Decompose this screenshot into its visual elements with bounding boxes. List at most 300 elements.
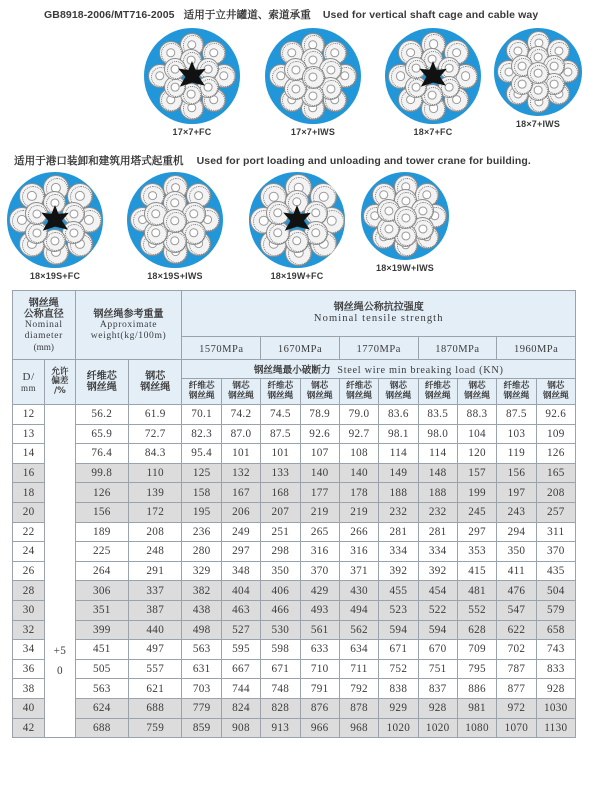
cell-1670-sc: 78.9: [300, 405, 339, 425]
cell-1770-fc: 266: [339, 522, 378, 542]
cell-diameter: 24: [13, 542, 45, 562]
cell-1960-sc: 928: [536, 679, 575, 699]
section-2-title-en: Used for port loading and unloading and tower crane for building.: [196, 155, 531, 167]
header-1960-fiber-core: 纤维芯 钢丝绳: [497, 379, 536, 405]
cell-1770-fc: 79.0: [339, 405, 378, 425]
cell-1770-fc: 494: [339, 600, 378, 620]
cell-weight-fiber-core: 99.8: [75, 463, 128, 483]
cell-1960-sc: 165: [536, 463, 575, 483]
cell-1670-fc: 748: [261, 679, 300, 699]
cell-1770-fc: 140: [339, 463, 378, 483]
header-1770-steel-core: 钢芯 钢丝绳: [379, 379, 418, 405]
rope-diagram-18x7-iws: [478, 28, 598, 129]
table-row: [13, 444, 576, 464]
cell-weight-fiber-core: 451: [75, 640, 128, 660]
cell-1870-fc: 98.0: [418, 424, 457, 444]
cell-1570-sc: 167: [221, 483, 260, 503]
table-head: [13, 291, 576, 405]
cell-1770-fc: 711: [339, 659, 378, 679]
cell-1960-fc: 972: [497, 698, 536, 718]
cell-1670-sc: 265: [300, 522, 339, 542]
cell-weight-fiber-core: 76.4: [75, 444, 128, 464]
header-nominal-tensile-strength: 钢丝绳公称抗拉强度 Nominal tensile strength: [182, 291, 576, 337]
header-diameter-symbol: D/ mm: [13, 360, 45, 405]
cell-1770-sc: 392: [379, 561, 418, 581]
cell-1960-sc: 311: [536, 522, 575, 542]
cell-1670-fc: 828: [261, 698, 300, 718]
cell-1870-fc: 281: [418, 522, 457, 542]
cell-1770-sc: 523: [379, 600, 418, 620]
cell-1960-fc: 119: [497, 444, 536, 464]
cell-1960-sc: 1130: [536, 718, 575, 738]
cell-1570-fc: 280: [182, 542, 221, 562]
cell-1770-sc: 334: [379, 542, 418, 562]
rope-cross-section: [265, 28, 361, 124]
section-1-heading: [44, 7, 538, 22]
cell-weight-steel-core: 172: [129, 502, 182, 522]
rope-label: 18×19W+FC: [270, 271, 324, 281]
cell-1870-sc: 104: [457, 424, 496, 444]
header-approximate-weight: 钢丝绳参考重量 Approximate weight(kg/100m): [75, 291, 182, 360]
cell-weight-fiber-core: 156: [75, 502, 128, 522]
cell-1870-fc: 1020: [418, 718, 457, 738]
table-row: [13, 600, 576, 620]
cell-1870-fc: 392: [418, 561, 457, 581]
header-1670-steel-core: 钢芯 钢丝绳: [300, 379, 339, 405]
cell-1670-sc: 92.6: [300, 424, 339, 444]
rope-cross-section: [144, 28, 240, 124]
cell-1770-sc: 594: [379, 620, 418, 640]
cell-1770-sc: 752: [379, 659, 418, 679]
cell-1670-sc: 633: [300, 640, 339, 660]
cell-1670-sc: 316: [300, 542, 339, 562]
cell-1570-fc: 125: [182, 463, 221, 483]
cell-weight-fiber-core: 65.9: [75, 424, 128, 444]
table-row: [13, 640, 576, 660]
rope-cross-section: [385, 28, 481, 124]
header-min-breaking-load: 钢丝绳最小破断力 Steel wire min breaking load (KN): [182, 360, 576, 379]
cell-1770-sc: 838: [379, 679, 418, 699]
header-1960-steel-core: 钢芯 钢丝绳: [536, 379, 575, 405]
table-row: [13, 483, 576, 503]
cell-1670-sc: 791: [300, 679, 339, 699]
cell-1960-fc: 350: [497, 542, 536, 562]
cell-1570-fc: 631: [182, 659, 221, 679]
cell-diameter: 32: [13, 620, 45, 640]
cell-1570-fc: 70.1: [182, 405, 221, 425]
cell-1670-fc: 168: [261, 483, 300, 503]
cell-weight-fiber-core: 505: [75, 659, 128, 679]
cell-1770-fc: 371: [339, 561, 378, 581]
cell-1670-sc: 219: [300, 502, 339, 522]
cell-1570-sc: 595: [221, 640, 260, 660]
cell-1870-fc: 670: [418, 640, 457, 660]
rope-cross-section: [7, 172, 103, 268]
cell-diameter: 26: [13, 561, 45, 581]
rope-label: 18×7+FC: [413, 127, 453, 137]
header-row-1: [13, 291, 576, 337]
cell-1870-sc: 199: [457, 483, 496, 503]
cell-1870-sc: 297: [457, 522, 496, 542]
cell-diameter: 38: [13, 679, 45, 699]
header-1670-fiber-core: 纤维芯 钢丝绳: [261, 379, 300, 405]
cell-1570-fc: 563: [182, 640, 221, 660]
section-1-title-en: Used for vertical shaft cage and cable way: [322, 9, 539, 21]
cell-diameter: 18: [13, 483, 45, 503]
cell-1570-sc: 824: [221, 698, 260, 718]
rope-label: 17×7+FC: [172, 127, 212, 137]
table-row: [13, 424, 576, 444]
cell-1960-fc: 294: [497, 522, 536, 542]
cell-1870-fc: 522: [418, 600, 457, 620]
table-body: [13, 405, 576, 738]
rope-diagram-17x7-fc: [132, 28, 252, 137]
rope-diagram-18x19s-iws: [115, 172, 235, 281]
wire-rope-specification-table: [12, 290, 576, 738]
header-row-breaking-load: [13, 360, 576, 379]
table-row: [13, 581, 576, 601]
cell-1960-fc: 1070: [497, 718, 536, 738]
rope-cross-section: [127, 172, 223, 268]
cell-diameter: 36: [13, 659, 45, 679]
cell-1960-sc: 833: [536, 659, 575, 679]
cell-1770-fc: 878: [339, 698, 378, 718]
cell-1960-sc: 109: [536, 424, 575, 444]
cell-1570-fc: 236: [182, 522, 221, 542]
cell-1570-sc: 101: [221, 444, 260, 464]
cell-weight-fiber-core: 688: [75, 718, 128, 738]
cell-1570-fc: 382: [182, 581, 221, 601]
cell-1960-fc: 622: [497, 620, 536, 640]
section-2-heading: [14, 153, 531, 168]
cell-1870-fc: 148: [418, 463, 457, 483]
cell-weight-steel-core: 72.7: [129, 424, 182, 444]
cell-1570-fc: 82.3: [182, 424, 221, 444]
cell-1960-sc: 126: [536, 444, 575, 464]
table-row: [13, 679, 576, 699]
rope-cross-section: [361, 172, 449, 260]
cell-1870-sc: 981: [457, 698, 496, 718]
cell-1770-fc: 178: [339, 483, 378, 503]
cell-weight-steel-core: 621: [129, 679, 182, 699]
cell-1870-sc: 88.3: [457, 405, 496, 425]
header-1570-steel-core: 钢芯 钢丝绳: [221, 379, 260, 405]
cell-1960-sc: 257: [536, 502, 575, 522]
cell-weight-fiber-core: 351: [75, 600, 128, 620]
cell-diameter: 13: [13, 424, 45, 444]
cell-1960-sc: 743: [536, 640, 575, 660]
cell-1670-sc: 140: [300, 463, 339, 483]
cell-weight-steel-core: 139: [129, 483, 182, 503]
cell-1570-fc: 95.4: [182, 444, 221, 464]
cell-1770-sc: 1020: [379, 718, 418, 738]
cell-weight-fiber-core: 189: [75, 522, 128, 542]
cell-1770-fc: 92.7: [339, 424, 378, 444]
cell-1870-sc: 1080: [457, 718, 496, 738]
cell-1960-sc: 208: [536, 483, 575, 503]
cell-1670-sc: 177: [300, 483, 339, 503]
cell-1670-sc: 876: [300, 698, 339, 718]
table-row: [13, 502, 576, 522]
table-row: [13, 405, 576, 425]
cell-1770-sc: 98.1: [379, 424, 418, 444]
header-weight-fiber-core: 纤维芯 钢丝绳: [75, 360, 128, 405]
cell-1670-sc: 370: [300, 561, 339, 581]
table-row: [13, 522, 576, 542]
cell-1870-fc: 232: [418, 502, 457, 522]
cell-1670-fc: 598: [261, 640, 300, 660]
cell-1770-fc: 792: [339, 679, 378, 699]
cell-1770-sc: 83.6: [379, 405, 418, 425]
cell-1960-fc: 243: [497, 502, 536, 522]
steel-core: [394, 206, 417, 229]
rope-label: 18×19W+IWS: [375, 263, 435, 273]
cell-1960-fc: 547: [497, 600, 536, 620]
cell-tolerance: +5 0: [45, 405, 75, 738]
cell-1960-sc: 504: [536, 581, 575, 601]
header-grade-1670: 1670MPa: [261, 337, 340, 360]
cell-1570-sc: 527: [221, 620, 260, 640]
cell-1570-sc: 297: [221, 542, 260, 562]
cell-1870-fc: 594: [418, 620, 457, 640]
cell-1670-fc: 406: [261, 581, 300, 601]
cell-1670-fc: 913: [261, 718, 300, 738]
cell-1570-fc: 779: [182, 698, 221, 718]
cell-1870-fc: 114: [418, 444, 457, 464]
cell-1870-sc: 795: [457, 659, 496, 679]
cell-1870-sc: 245: [457, 502, 496, 522]
cell-weight-steel-core: 291: [129, 561, 182, 581]
cell-diameter: 40: [13, 698, 45, 718]
cell-weight-steel-core: 248: [129, 542, 182, 562]
cell-weight-fiber-core: 56.2: [75, 405, 128, 425]
cell-1870-sc: 157: [457, 463, 496, 483]
cell-1960-sc: 1030: [536, 698, 575, 718]
cell-diameter: 28: [13, 581, 45, 601]
table-row: [13, 718, 576, 738]
section-1-title-cn: 适用于立井罐道、索道承重: [183, 9, 311, 21]
rope-diagram-18x19s-fc: [0, 172, 115, 281]
cell-weight-fiber-core: 624: [75, 698, 128, 718]
header-grade-1570: 1570MPa: [182, 337, 261, 360]
header-1570-fiber-core: 纤维芯 钢丝绳: [182, 379, 221, 405]
rope-cross-section: [249, 172, 345, 268]
cell-weight-steel-core: 440: [129, 620, 182, 640]
cell-1770-fc: 562: [339, 620, 378, 640]
cell-1960-sc: 92.6: [536, 405, 575, 425]
cell-1670-fc: 87.5: [261, 424, 300, 444]
header-grade-1960: 1960MPa: [497, 337, 576, 360]
cell-weight-steel-core: 337: [129, 581, 182, 601]
cell-1770-fc: 968: [339, 718, 378, 738]
cell-1960-fc: 87.5: [497, 405, 536, 425]
cell-weight-steel-core: 84.3: [129, 444, 182, 464]
cell-1570-fc: 195: [182, 502, 221, 522]
cell-1570-sc: 348: [221, 561, 260, 581]
rope-diagram-18x7-fc: [373, 28, 493, 137]
cell-1960-fc: 156: [497, 463, 536, 483]
cell-1770-sc: 929: [379, 698, 418, 718]
steel-core: [302, 66, 325, 89]
cell-1570-sc: 744: [221, 679, 260, 699]
cell-1670-sc: 966: [300, 718, 339, 738]
cell-1770-sc: 455: [379, 581, 418, 601]
cell-1670-fc: 133: [261, 463, 300, 483]
cell-1870-fc: 83.5: [418, 405, 457, 425]
cell-1870-sc: 552: [457, 600, 496, 620]
table-row: [13, 659, 576, 679]
header-nominal-diameter: 钢丝绳 公称直径 Nominal diameter (mm): [13, 291, 76, 360]
cell-1670-sc: 429: [300, 581, 339, 601]
cell-1570-fc: 703: [182, 679, 221, 699]
header-1870-steel-core: 钢芯 钢丝绳: [457, 379, 496, 405]
cell-1770-fc: 108: [339, 444, 378, 464]
cell-1960-sc: 658: [536, 620, 575, 640]
cell-1870-sc: 709: [457, 640, 496, 660]
cell-1870-sc: 886: [457, 679, 496, 699]
cell-1770-sc: 281: [379, 522, 418, 542]
cell-1870-fc: 837: [418, 679, 457, 699]
cell-diameter: 16: [13, 463, 45, 483]
cell-1670-sc: 561: [300, 620, 339, 640]
cell-1870-sc: 120: [457, 444, 496, 464]
header-1770-fiber-core: 纤维芯 钢丝绳: [339, 379, 378, 405]
cell-diameter: 14: [13, 444, 45, 464]
cell-1870-fc: 751: [418, 659, 457, 679]
cell-1670-fc: 251: [261, 522, 300, 542]
cell-1960-fc: 787: [497, 659, 536, 679]
cell-diameter: 20: [13, 502, 45, 522]
header-grade-1770: 1770MPa: [339, 337, 418, 360]
cell-1570-sc: 206: [221, 502, 260, 522]
header-1870-fiber-core: 纤维芯 钢丝绳: [418, 379, 457, 405]
specification-table-wrapper: [12, 290, 576, 738]
cell-1960-sc: 579: [536, 600, 575, 620]
cell-diameter: 42: [13, 718, 45, 738]
cell-1670-fc: 671: [261, 659, 300, 679]
table-row: [13, 463, 576, 483]
cell-1670-sc: 107: [300, 444, 339, 464]
cell-weight-steel-core: 61.9: [129, 405, 182, 425]
cell-1670-fc: 298: [261, 542, 300, 562]
cell-diameter: 30: [13, 600, 45, 620]
cell-1570-sc: 87.0: [221, 424, 260, 444]
cell-1960-fc: 411: [497, 561, 536, 581]
cell-1960-sc: 435: [536, 561, 575, 581]
rope-label: 18×7+IWS: [515, 119, 561, 129]
cell-1670-sc: 710: [300, 659, 339, 679]
cell-weight-steel-core: 110: [129, 463, 182, 483]
cell-1570-sc: 132: [221, 463, 260, 483]
cell-1570-sc: 667: [221, 659, 260, 679]
rope-label: 17×7+IWS: [290, 127, 336, 137]
cell-1570-sc: 249: [221, 522, 260, 542]
cell-weight-fiber-core: 563: [75, 679, 128, 699]
cell-weight-fiber-core: 225: [75, 542, 128, 562]
header-tolerance: 允许 偏差 /%: [45, 360, 75, 405]
cell-1870-fc: 928: [418, 698, 457, 718]
rope-diagram-18x19w-fc: [237, 172, 357, 281]
cell-1570-sc: 908: [221, 718, 260, 738]
cell-1770-sc: 671: [379, 640, 418, 660]
cell-1770-sc: 232: [379, 502, 418, 522]
cell-1570-fc: 438: [182, 600, 221, 620]
cell-weight-steel-core: 688: [129, 698, 182, 718]
steel-core: [527, 62, 549, 84]
cell-diameter: 22: [13, 522, 45, 542]
cell-1870-fc: 454: [418, 581, 457, 601]
cell-diameter: 34: [13, 640, 45, 660]
rope-label: 18×19S+IWS: [147, 271, 203, 281]
cell-weight-steel-core: 387: [129, 600, 182, 620]
cell-1870-fc: 334: [418, 542, 457, 562]
cell-1670-fc: 74.5: [261, 405, 300, 425]
rope-diagram-17x7-iws: [253, 28, 373, 137]
cell-1770-fc: 634: [339, 640, 378, 660]
cell-1960-fc: 702: [497, 640, 536, 660]
cell-weight-fiber-core: 306: [75, 581, 128, 601]
rope-cross-section: [494, 28, 582, 116]
cell-1570-fc: 329: [182, 561, 221, 581]
cell-1570-fc: 158: [182, 483, 221, 503]
cell-weight-fiber-core: 126: [75, 483, 128, 503]
cell-weight-steel-core: 759: [129, 718, 182, 738]
cell-1960-fc: 877: [497, 679, 536, 699]
cell-1960-fc: 476: [497, 581, 536, 601]
cell-1870-sc: 628: [457, 620, 496, 640]
cell-weight-fiber-core: 399: [75, 620, 128, 640]
cell-1870-sc: 353: [457, 542, 496, 562]
rope-label: 18×19S+FC: [29, 271, 81, 281]
cell-weight-steel-core: 497: [129, 640, 182, 660]
cell-1770-fc: 430: [339, 581, 378, 601]
steel-core: [163, 209, 187, 233]
section-2-title-cn: 适用于港口装卸和建筑用塔式起重机: [14, 155, 184, 167]
cell-1770-sc: 188: [379, 483, 418, 503]
cell-diameter: 12: [13, 405, 45, 425]
cell-1570-sc: 74.2: [221, 405, 260, 425]
cell-1870-fc: 188: [418, 483, 457, 503]
cell-1770-fc: 219: [339, 502, 378, 522]
standard-code: GB8918-2006/MT716-2005: [44, 9, 175, 21]
cell-weight-steel-core: 557: [129, 659, 182, 679]
cell-1870-sc: 415: [457, 561, 496, 581]
table-row: [13, 698, 576, 718]
cell-weight-fiber-core: 264: [75, 561, 128, 581]
table-row: [13, 542, 576, 562]
cell-1870-sc: 481: [457, 581, 496, 601]
cell-1770-fc: 316: [339, 542, 378, 562]
cell-1960-fc: 103: [497, 424, 536, 444]
table-row: [13, 561, 576, 581]
cell-1670-sc: 493: [300, 600, 339, 620]
header-weight-steel-core: 钢芯 钢丝绳: [129, 360, 182, 405]
cell-1570-sc: 463: [221, 600, 260, 620]
cell-weight-steel-core: 208: [129, 522, 182, 542]
table-row: [13, 620, 576, 640]
cell-1770-sc: 149: [379, 463, 418, 483]
cell-1570-sc: 404: [221, 581, 260, 601]
cell-1670-fc: 101: [261, 444, 300, 464]
cell-1670-fc: 530: [261, 620, 300, 640]
cell-1670-fc: 466: [261, 600, 300, 620]
cell-1960-sc: 370: [536, 542, 575, 562]
cell-1570-fc: 498: [182, 620, 221, 640]
header-grade-1870: 1870MPa: [418, 337, 497, 360]
cell-1960-fc: 197: [497, 483, 536, 503]
rope-diagram-18x19w-iws: [345, 172, 465, 273]
cell-1670-fc: 350: [261, 561, 300, 581]
